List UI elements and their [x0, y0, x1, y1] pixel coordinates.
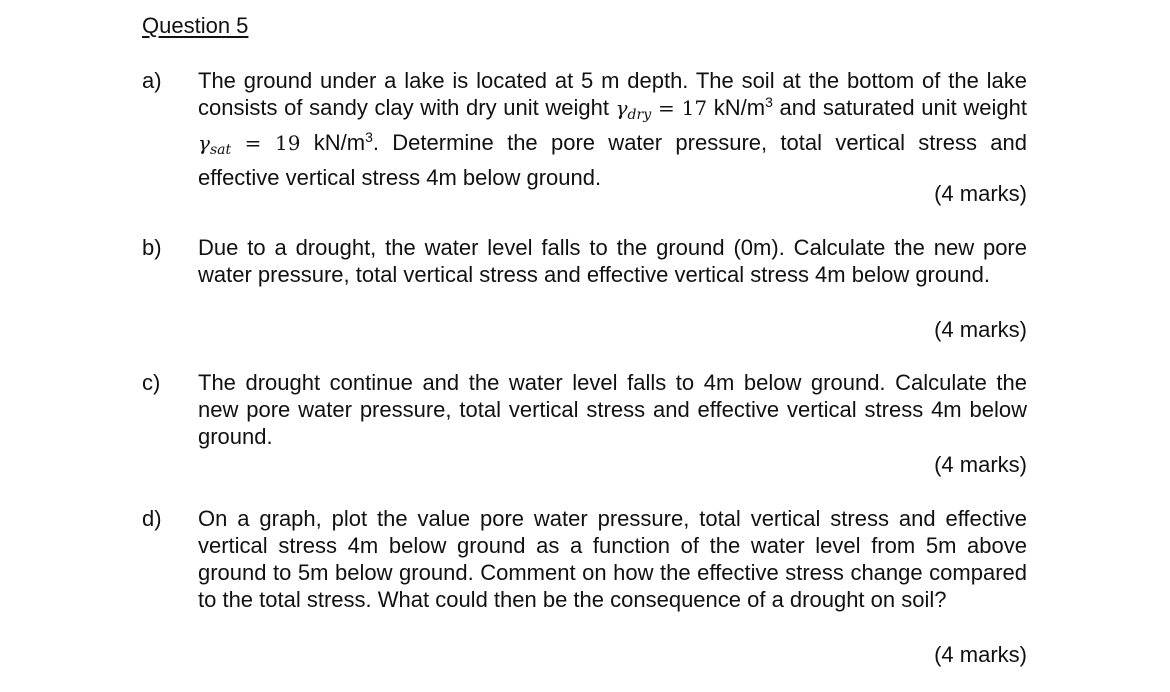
part-c-label: c) [142, 370, 161, 395]
dry-unit-weight-symbol: $\gamma_{dry} = 17$ [615, 96, 708, 123]
part-d-label: d) [142, 506, 162, 531]
part-c-marks: (4 marks) [934, 452, 1027, 477]
part-d-text: On a graph, plot the value pore water pressure, total vertical stress and effective vertical stress 4m below ground as a function of the water level from 5m above ground to 5m below ground. Comment on how the effective stress change compared to the total stress. What could then be the consequence of a drought on soil? [198, 506, 1027, 612]
part-b-marks: (4 marks) [934, 317, 1027, 342]
part-c-text: The drought continue and the water level falls to 4m below ground. Calculate the new pore water pressure, total vertical stress and effective vertical stress 4m below ground. [198, 370, 1027, 449]
question-title: Question 5 [142, 13, 249, 38]
part-b-label: b) [142, 235, 162, 260]
part-a-label: a) [142, 68, 162, 93]
part-b-text: Due to a drought, the water level falls to the ground (0m). Calculate the new pore water pressure, total vertical stress and effective vertical stress 4m below ground. [198, 235, 1027, 287]
part-d-marks: (4 marks) [934, 642, 1027, 667]
part-a-text: The ground under a lake is located at 5 m depth. The soil at the bottom of the lake consists of sandy clay with dry unit weight $\gamma_{dry} = 17$ $kN/m^3$ and saturated unit weight $\gamma_{sat} = 19$ $kN/m^3$. Determine the pore water pressure, total vertical stress and effective vertical stress 4m below ground. [198, 68, 1027, 190]
part-a-marks: (4 marks) [934, 181, 1027, 206]
saturated-unit-weight-symbol: $\gamma_{sat} = 19$ [198, 131, 301, 158]
